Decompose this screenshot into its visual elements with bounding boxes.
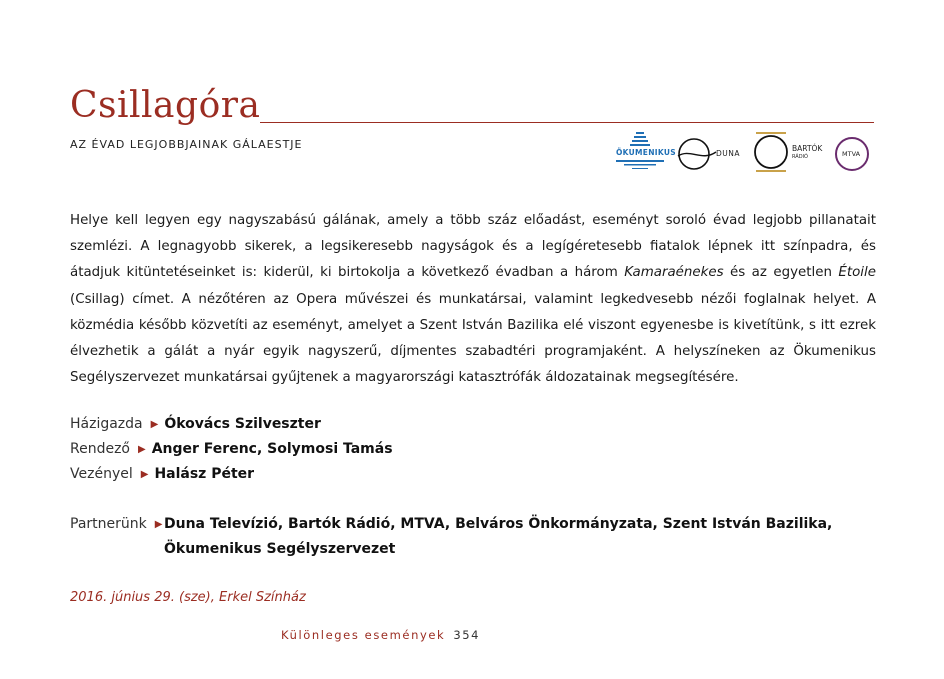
credit-row-conductor	[70, 462, 393, 487]
credits-list	[70, 412, 393, 487]
credit-value: Ókovács Szilveszter	[164, 416, 321, 432]
credit-row-host	[70, 412, 393, 437]
page-title: Csillagóra	[70, 85, 261, 126]
okumenikus-logo	[610, 130, 676, 172]
partner-line-2: Ökumenikus Segélyszervezet	[164, 541, 396, 557]
credit-label: Rendező	[70, 441, 130, 457]
credit-value: Anger Ferenc, Solymosi Tamás	[151, 441, 393, 457]
arrow-icon: ▶	[138, 444, 146, 455]
mtva-logo-text: MTVA	[842, 150, 861, 158]
credit-label: Vezényel	[70, 466, 133, 482]
description-emphasis-kamaraenekes: Kamaraénekes	[624, 265, 724, 281]
title-rule	[260, 122, 874, 123]
partner-logos	[600, 130, 880, 180]
mtva-logo	[834, 136, 870, 172]
duna-logo	[676, 136, 746, 172]
description-part-3: (Csillag) címet. A nézőtéren az Opera művészei és munkatársai, valamint legkedvesebb nézői foglalnak helyet. A közmédia később közvetíti az eseményt, amelyet a Szent István Bazilika elé viszont egyenesbe is kivetítünk, s itt ezrek élvezhetik a gálát a nyár egyik nagyszerű, díjmentes szabadtéri programjaként. A helyszíneken az Ökumenikus Segélyszervezet munkatársai gyűjtenek a magyarországi katasztrófák áldozatainak megsegítésére.	[70, 291, 876, 386]
footer-section-title: Különleges események	[281, 628, 446, 642]
arrow-icon: ▶	[140, 469, 149, 480]
credit-row-director	[70, 437, 393, 462]
page-footer	[281, 628, 480, 642]
arrow-icon: ▶	[150, 419, 159, 430]
credit-label: Házigazda	[70, 416, 143, 432]
credit-value: Halász Péter	[154, 466, 255, 482]
description-emphasis-etoile: Étoile	[838, 265, 876, 281]
description-part-2: és az egyetlen	[723, 265, 839, 281]
page-number: 354	[453, 628, 481, 642]
description-part-1: Helye kell legyen egy nagyszabású gálának, amely a több száz előadást, eseményt soroló évad legjobb pillanatait szemlézi. A legnagyobb sikerek, a legsikeresebb nagyságok és a legígéretesebb fiatalok lépnek itt színpadra, és átadjuk kitüntetéseinket is: kiderül, ki birtokolja a következő évadban a három	[70, 213, 876, 281]
partners-section	[70, 512, 833, 557]
bartok-radio-logo	[748, 132, 826, 172]
duna-logo-text: DUNA	[716, 149, 741, 158]
page-subtitle: AZ ÉVAD LEGJOBBJAINAK GÁLAESTJE	[70, 138, 303, 151]
event-date: 2016. június 29. (sze), Erkel Színház	[70, 590, 306, 605]
description-paragraph	[70, 208, 876, 391]
bartok-logo-text-bottom: RÁDIÓ	[792, 154, 808, 160]
partner-line-1: Duna Televízió, Bartók Rádió, MTVA, Belváros Önkormányzata, Szent István Bazilika,	[164, 516, 833, 532]
partner-list	[164, 512, 832, 562]
bartok-logo-text-top: BARTÓK	[792, 144, 823, 153]
arrow-icon: ▶	[154, 519, 163, 530]
okumenikus-logo-text: ÖKUMENIKUS	[616, 148, 676, 157]
partner-label: Partnerünk	[70, 516, 147, 532]
